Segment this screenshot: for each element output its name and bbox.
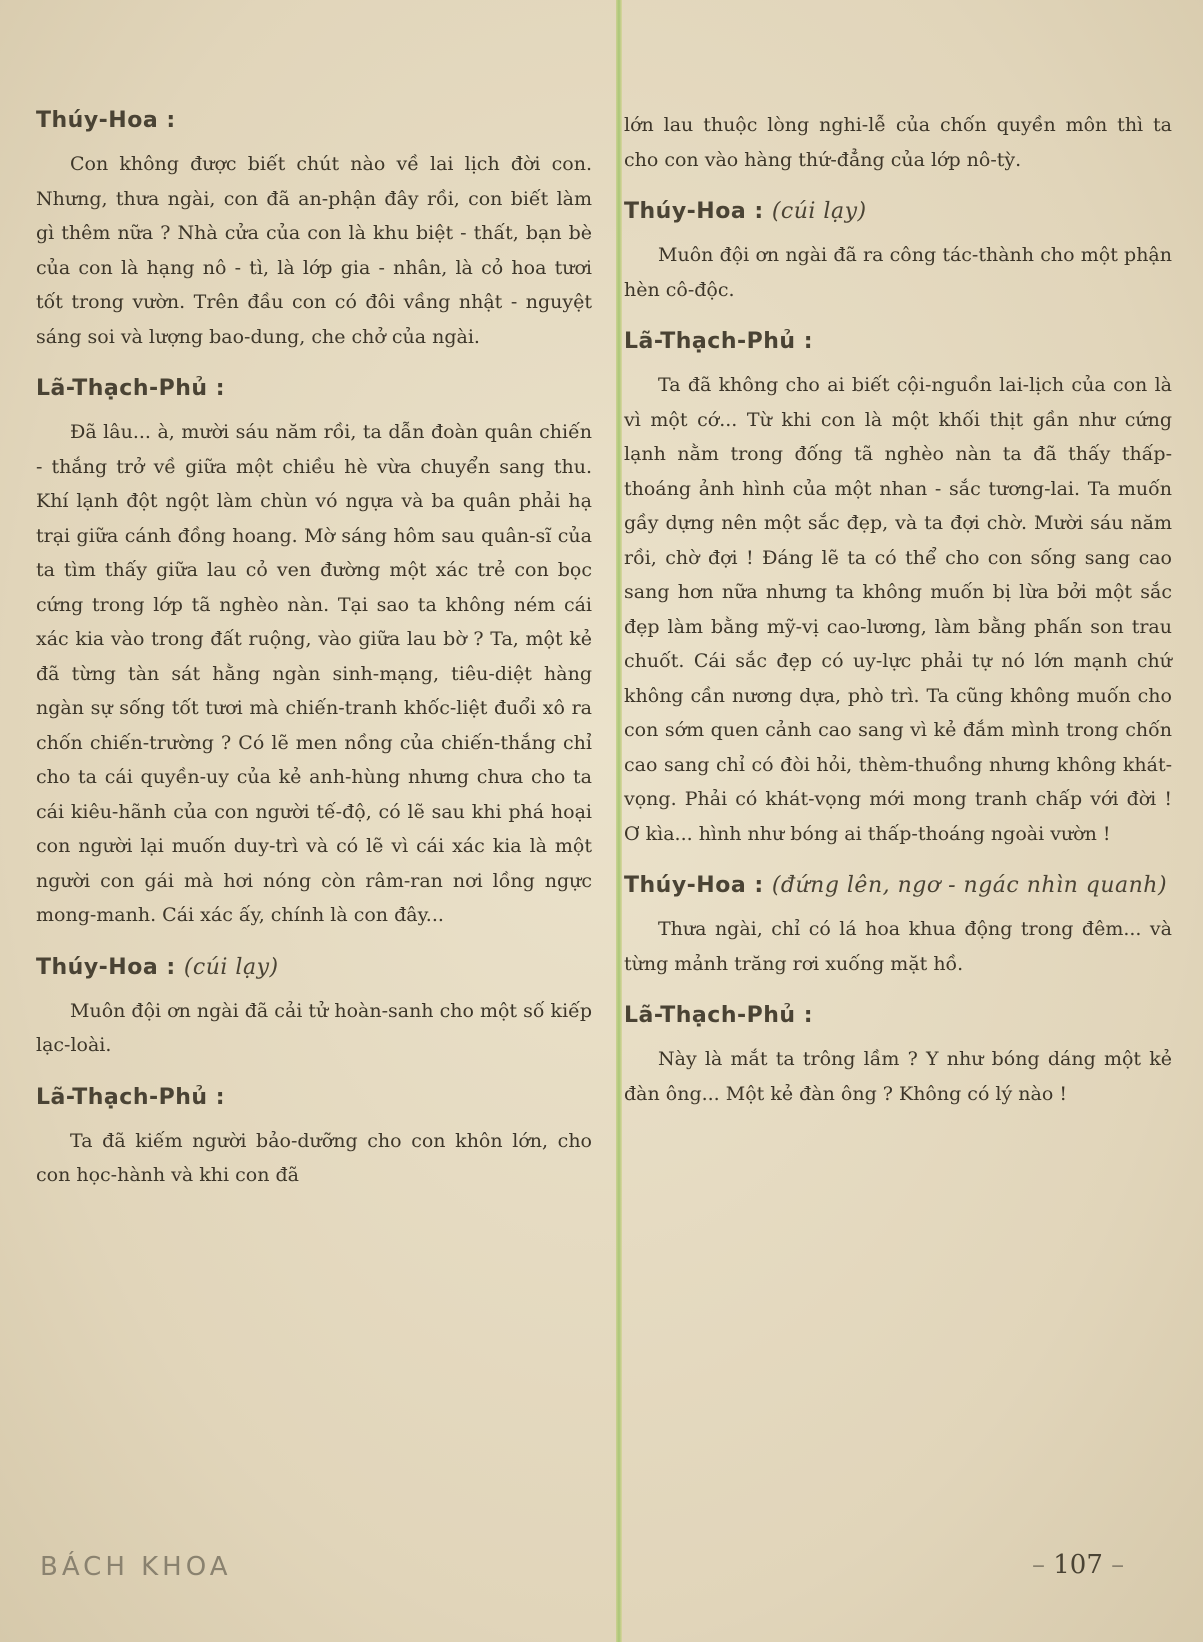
speaker-name: Lã-Thạch-Phủ : (624, 1003, 814, 1028)
dialogue-text: lớn lau thuộc lòng nghi-lễ của chốn quyền môn thì ta cho con vào hàng thứ-đẳng của lớp nô-tỳ. (624, 114, 1172, 171)
speaker-name: Lã-Thạch-Phủ : (36, 376, 226, 401)
dialogue-text: Ta đã kiếm người bảo-dưỡng cho con khôn lớn, cho con học-hành và khi con đã (36, 1129, 592, 1186)
dialogue-block (624, 329, 1172, 851)
magazine-name: BÁCH KHOA (40, 1552, 232, 1582)
speaker-name: Lã-Thạch-Phủ : (36, 1084, 226, 1110)
left-column (36, 108, 592, 1215)
dialogue-block (624, 873, 1172, 981)
dialogue-block (624, 108, 1172, 177)
dialogue-text: Đã lâu... à, mười sáu năm rồi, ta dẫn đoàn quân chiến - thắng trở về giữa một chiều hè vừa chuyển sang thu. Khí lạnh đột ngột làm chùn vó ngựa và ba quân phải hạ trại giữa cánh đồng hoang. Mờ sáng hôm sau quân-sĩ của ta tìm thấy giữa lau cỏ ven đường một xác trẻ con bọc cứng trong lớp tã nghèo nàn. Tại sao ta không ném cái xác kia vào trong đất ruộng, vào giữa lau bờ ? Ta, một kẻ đã từng tàn sát hằng ngàn sinh-mạng, tiêu-diệt hàng ngàn sự sống tốt tươi mà chiến-tranh khốc-liệt đuổi xô ra chốn chiến-trường ? Có lẽ men nồng của chiến-thắng chỉ cho ta cái quyền-uy của kẻ anh-hùng nhưng chưa cho ta cái kiêu-hãnh của con người tế-độ, có lẽ sau khi phá hoại con người lại muốn duy-trì và có lẽ vì cái xác kia là một người con gái mà hơi nóng còn râm-ran nơi lồng ngực mong-manh. Cái xác ấy, chính là con đây... (36, 421, 592, 926)
dialogue-text: Thưa ngài, chỉ có lá hoa khua động trong đêm... và từng mảnh trăng rơi xuống mặt hồ. (624, 918, 1172, 975)
page-gutter-line (616, 0, 622, 1642)
dialogue-block (624, 1003, 1172, 1111)
dialogue-block (36, 376, 592, 933)
speaker-name: Thúy-Hoa : (đứng lên, ngơ - ngác nhìn quanh) (624, 873, 1168, 898)
speaker-name: Thúy-Hoa : (36, 108, 176, 133)
dialogue-block (36, 108, 592, 354)
speaker-name: Thúy-Hoa : (cúi lạy) (624, 199, 867, 224)
dialogue-block (36, 955, 592, 1063)
speaker-name: Lã-Thạch-Phủ : (624, 329, 814, 354)
dialogue-text: Muôn đội ơn ngài đã cải tử hoàn-sanh cho một số kiếp lạc-loài. (36, 999, 592, 1056)
dialogue-text: Này là mắt ta trông lầm ? Y như bóng dáng một kẻ đàn ông... Một kẻ đàn ông ? Không có lý nào ! (624, 1048, 1172, 1105)
right-column (624, 108, 1172, 1133)
dialogue-text: Muôn đội ơn ngài đã ra công tác-thành cho một phận hèn cô-độc. (624, 244, 1172, 301)
dialogue-text: Con không được biết chút nào về lai lịch đời con. Nhưng, thưa ngài, con đã an-phận đây rồi, con biết làm gì thêm nữa ? Nhà cửa của con là khu biệt - thất, bạn bè của con là hạng nô - tì, là lớp gia - nhân, là cỏ hoa tươi tốt trong vườn. Trên đầu con có đôi vầng nhật - nguyệt sáng soi và lượng bao-dung, che chở của ngài. (36, 153, 592, 348)
page-number: – 107 – (1032, 1550, 1125, 1580)
dialogue-block (36, 1085, 592, 1193)
dialogue-text: Ta đã không cho ai biết cội-nguồn lai-lịch của con là vì một cớ... Từ khi con là một khối thịt gần như cứng lạnh nằm trong đống tã nghèo nàn ta đã thấy thấp-thoáng ảnh hình của một nhan - sắc tương-lai. Ta muốn gầy dựng nên một sắc đẹp, và ta đợi chờ. Mười sáu năm rồi, chờ đợi ! Đáng lẽ ta có thể cho con sống sang cao sang hơn nữa nhưng ta không muốn bị lừa bởi một sắc đẹp làm bằng mỹ-vị cao-lương, làm bằng phấn son trau chuốt. Cái sắc đẹp có uy-lực phải tự nó lớn mạnh chứ không cần nương dựa, phò trì. Ta cũng không muốn cho con sớm quen cảnh cao sang vì kẻ đắm mình trong chốn cao sang chỉ có đòi hỏi, thèm-thuồng nhưng không khát-vọng. Phải có khát-vọng mới mong tranh chấp với đời ! Ơ kìa... hình như bóng ai thấp-thoáng ngoài vườn ! (624, 374, 1172, 845)
speaker-name: Thúy-Hoa : (cúi lạy) (36, 954, 279, 980)
dialogue-block (624, 199, 1172, 307)
